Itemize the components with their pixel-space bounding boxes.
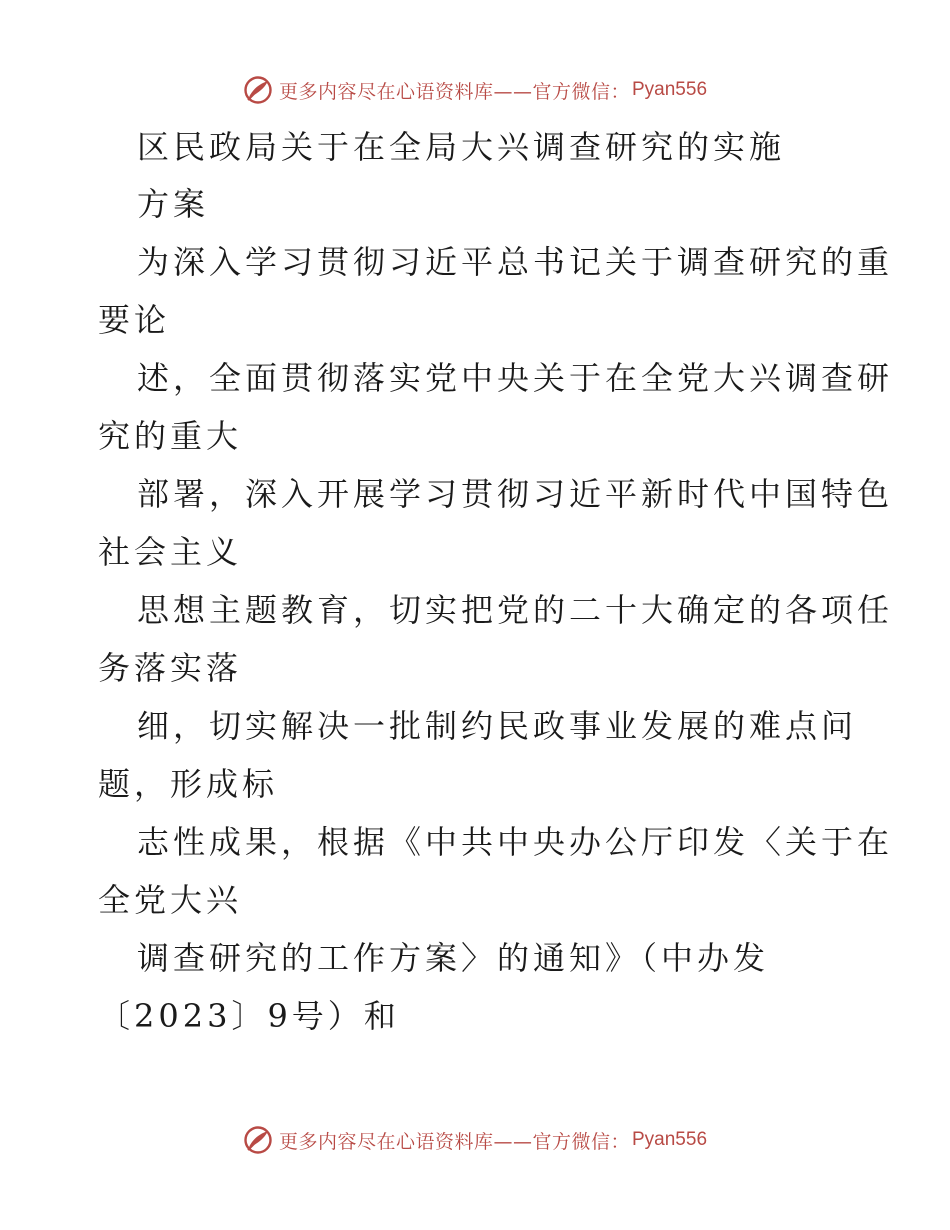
doc-text-line: 究的重大: [98, 417, 243, 455]
doc-text-line: 题，形成标: [98, 765, 279, 803]
doc-text-line: 全党大兴: [98, 881, 243, 919]
doc-text-line: 为深入学习贯彻习近平总书记关于调查研究的重: [137, 243, 894, 281]
doc-title-line-2: 方案: [137, 185, 210, 223]
watermark-text: 更多内容尽在心语资料库——官方微信：: [278, 1130, 630, 1153]
footer-watermark: [0, 1120, 950, 1160]
wechat-id: Pyan556: [632, 1129, 708, 1150]
quill-circle-icon: [243, 1125, 273, 1155]
doc-text-line: 务落实落: [98, 649, 243, 687]
watermark-text: 更多内容尽在心语资料库——官方微信：: [278, 80, 630, 103]
doc-text-line: 述，全面贯彻落实党中央关于在全党大兴调查研: [137, 359, 894, 397]
doc-text-line: 思想主题教育，切实把党的二十大确定的各项任: [137, 591, 894, 629]
doc-text-line: 部署，深入开展学习贯彻习近平新时代中国特色: [137, 475, 894, 513]
doc-text-line: 志性成果，根据《中共中央办公厅印发〈关于在: [137, 823, 894, 861]
doc-text-line: 调查研究的工作方案〉的通知》（中办发: [137, 939, 770, 977]
doc-text-line: 要论: [98, 301, 171, 339]
doc-text-line: 社会主义: [98, 533, 243, 571]
wechat-id: Pyan556: [632, 79, 708, 100]
doc-text-line: 〔2023〕9号）和: [98, 997, 400, 1035]
doc-text-line: 细，切实解决一批制约民政事业发展的难点问: [137, 707, 858, 745]
doc-title-line-1: 区民政局关于在全局大兴调查研究的实施: [137, 128, 786, 166]
